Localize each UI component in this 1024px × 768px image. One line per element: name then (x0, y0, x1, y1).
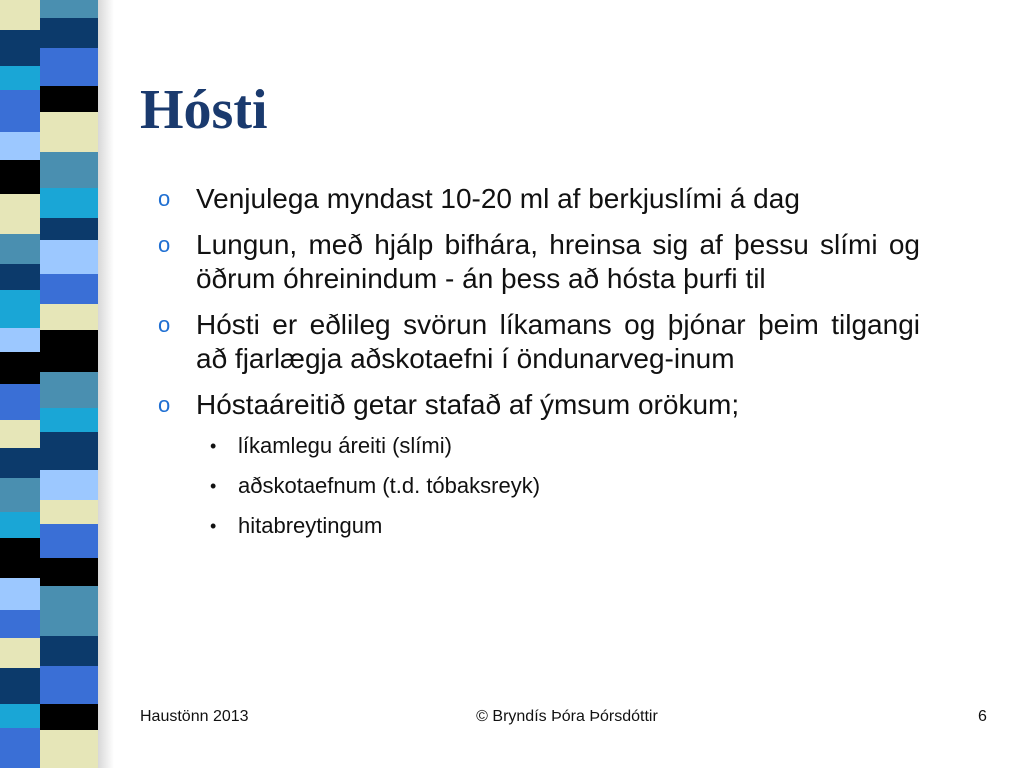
stripe-segment (40, 666, 98, 704)
stripe-shadow (98, 0, 114, 768)
footer-date: Haustönn 2013 (140, 708, 249, 725)
stripe-segment (40, 618, 98, 636)
bullet-item (158, 388, 920, 422)
bullet-text: Hósti er eðlileg svörun líkamans og þjónar þeim tilgangi að fjarlægja aðskotaefni í öndunarveg-inum (196, 309, 920, 374)
bullet-text: Venjulega myndast 10-20 ml af berkjuslími á dag (196, 183, 800, 214)
sub-bullet-item (158, 472, 920, 500)
stripe-segment (0, 328, 40, 352)
stripe-segment (40, 730, 98, 768)
sub-bullet-text: aðskotaefnum (t.d. tóbaksreyk) (238, 473, 541, 498)
stripe-segment (40, 188, 98, 218)
stripe-segment (0, 638, 40, 668)
stripe-segment (40, 86, 98, 112)
sub-bullet-text: hitabreytingum (238, 513, 383, 538)
stripe-segment (40, 636, 98, 666)
stripe-segment (40, 432, 98, 470)
bullet-item (158, 182, 920, 216)
stripe-segment (0, 0, 40, 30)
stripe-segment (40, 558, 98, 586)
stripe-segment (0, 234, 40, 264)
stripe-segment (40, 18, 98, 48)
stripe-column-left (0, 0, 40, 768)
stripe-segment (40, 470, 98, 500)
stripe-segment (40, 0, 98, 18)
stripe-segment (0, 194, 40, 234)
decorative-stripe-bar (0, 0, 100, 768)
stripe-segment (40, 48, 98, 86)
stripe-segment (0, 578, 40, 610)
stripe-segment (0, 610, 40, 638)
bullet-marker: o (158, 312, 171, 337)
stripe-segment (40, 372, 98, 408)
stripe-segment (0, 478, 40, 512)
footer-page-number: 6 (978, 708, 987, 725)
stripe-column-right (40, 0, 98, 768)
footer-author: © Bryndís Þóra Þórsdóttir (476, 708, 658, 725)
bullet-item (158, 228, 920, 296)
stripe-segment (0, 264, 40, 290)
stripe-segment (0, 30, 40, 66)
stripe-segment (0, 160, 40, 194)
slide-title: Hósti (140, 79, 268, 141)
stripe-segment (40, 218, 98, 240)
stripe-segment (40, 330, 98, 372)
stripe-segment (0, 290, 40, 328)
stripe-segment (40, 524, 98, 558)
stripe-segment (0, 448, 40, 478)
sub-bullet-marker: • (210, 476, 217, 496)
stripe-segment (0, 420, 40, 448)
stripe-segment (0, 384, 40, 420)
stripe-segment (40, 274, 98, 304)
sub-bullet-item (158, 432, 920, 460)
stripe-segment (0, 90, 40, 132)
stripe-segment (0, 352, 40, 384)
stripe-segment (40, 408, 98, 432)
sub-bullet-marker: • (210, 516, 217, 536)
stripe-segment (40, 112, 98, 152)
bullet-marker: o (158, 186, 171, 211)
sub-bullet-marker: • (210, 436, 217, 456)
sub-bullet-text: líkamlegu áreiti (slími) (238, 433, 452, 458)
slide-body (158, 182, 920, 552)
bullet-marker: o (158, 232, 171, 257)
stripe-segment (0, 728, 40, 768)
stripe-segment (0, 668, 40, 704)
bullet-text: Hóstaáreitið getar stafað af ýmsum orökum; (196, 389, 740, 420)
stripe-segment (40, 500, 98, 524)
stripe-segment (0, 66, 40, 90)
stripe-segment (40, 304, 98, 330)
sub-bullet-item (158, 512, 920, 540)
stripe-segment (40, 586, 98, 618)
bullet-item (158, 308, 920, 376)
stripe-segment (0, 132, 40, 160)
stripe-segment (40, 240, 98, 274)
stripe-segment (40, 152, 98, 188)
bullet-text: Lungun, með hjálp bifhára, hreinsa sig af þessu slími og öðrum óhreinindum - án þess að hósta þurfi til (196, 229, 920, 294)
stripe-segment (0, 512, 40, 538)
bullet-marker: o (158, 392, 171, 417)
stripe-segment (0, 538, 40, 578)
